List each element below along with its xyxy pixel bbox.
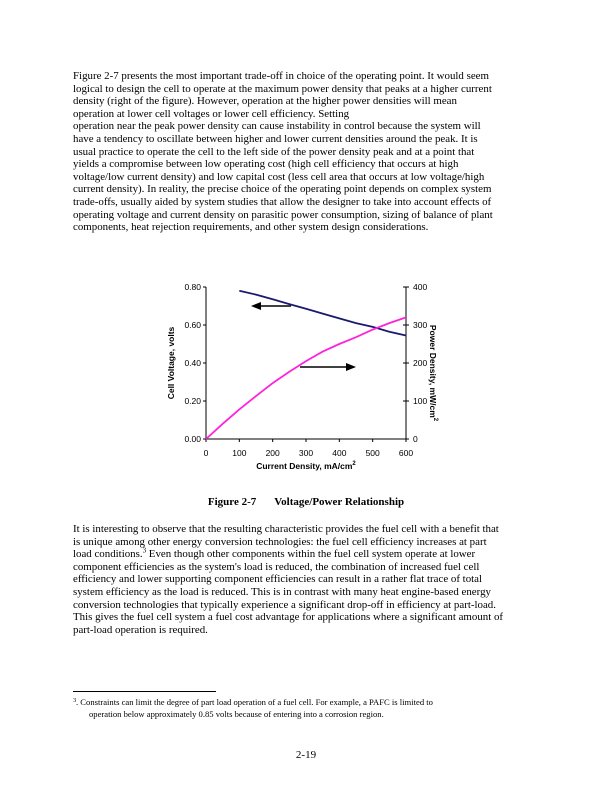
y2-tick-label: 300: [413, 320, 428, 330]
text-line: components, heat rejection requirements, and other system design considerations.: [73, 221, 429, 234]
x-axis-title: Current Density, $mA/cm^2$: [256, 461, 356, 471]
x-tick-label: 400: [332, 448, 347, 458]
text-line: This gives the fuel cell system a fuel cost advantage for applications where a significant amount of: [73, 611, 504, 624]
text-run: load conditions.: [73, 548, 143, 561]
y-tick-label: 0.00: [184, 434, 201, 444]
y-tick-label: 0.80: [184, 282, 201, 292]
y2-tick-label: 100: [413, 396, 428, 406]
footnote-mark: 3: [73, 697, 77, 704]
text-line: operation near the peak power density can cause instability in control because the system will: [73, 120, 481, 133]
text-line: yields a compromise between low operating cost (high cell efficiency that occurs at high: [73, 158, 459, 171]
footnote-line: . Constraints can limit the degree of part load operation of a fuel cell. For example, a PAFC is limited to: [76, 697, 433, 707]
y2-axis-title: Power Density, $mW/cm^2$: [428, 324, 438, 422]
text-line: [73, 548, 541, 561]
voltage-power-chart: [160, 270, 460, 495]
text-line: voltage/low current density) and low capital cost (less cell area that occurs at low voltage/high: [73, 170, 485, 183]
y-tick-label: 0.20: [184, 396, 201, 406]
text-line: conversion technologies that typically experience a significant drop-off in efficiency at part-load.: [73, 598, 496, 611]
text-line: operating voltage and current density on parasitic power consumption, sizing of balance of plant: [73, 208, 493, 221]
text-line: operation at lower cell voltages or lower cell efficiency. Setting: [73, 107, 350, 120]
text-line: current density). In reality, the precise choice of the operating point depends on complex system: [73, 183, 492, 196]
figure-title: Voltage/Power Relationship: [274, 496, 405, 508]
y2-tick-label: 200: [413, 358, 428, 368]
text-line: usual practice to operate the cell to the left side of the power density peak and at a point that: [73, 145, 475, 158]
power-density-line: [206, 317, 406, 439]
y-tick-label: 0.60: [184, 320, 201, 330]
text-line: efficiency and lower supporting component efficiencies can result in a rather flat trace of total: [73, 573, 483, 586]
body-paragraph-2: [73, 523, 541, 636]
footnote-reference[interactable]: 3: [142, 546, 147, 555]
text-line: trade-offs, usually aided by system studies that allow the designer to take into account effects of: [73, 195, 492, 208]
left-arrow-head: [251, 302, 261, 310]
text-line: It is interesting to observe that the resulting characteristic provides the fuel cell with a benefit that: [73, 523, 499, 535]
cell-voltage-line: [239, 291, 406, 336]
text-line: Figure 2-7 presents the most important trade-off in choice of the operating point. It would seem: [73, 70, 489, 82]
text-run: Even though other components within the fuel cell system operate at lower: [146, 548, 476, 561]
text-line: is unique among other energy conversion technologies: the fuel cell efficiency increases at part: [73, 535, 487, 548]
right-arrow-head: [346, 363, 356, 371]
footnote: [73, 697, 543, 720]
figure-caption: [0, 496, 612, 508]
figure-number: Figure 2-7: [207, 496, 257, 508]
x-tick-label: 200: [265, 448, 280, 458]
x-tick-label: 0: [203, 448, 209, 458]
text-line: have a tendency to oscillate between higher and lower current densities around the peak. It is: [73, 132, 478, 145]
x-tick-label: 500: [365, 448, 380, 458]
x-tick-label: 300: [298, 448, 314, 458]
footnote-divider: [73, 691, 216, 692]
text-line: density (right of the figure). However, operation at the higher power densities will mean: [73, 95, 457, 108]
text-line: part-load operation is required.: [73, 623, 208, 636]
x-tick-label: 100: [232, 448, 247, 458]
text-line: system efficiency as the load is reduced. This is in contrast with many heat engine-based energy: [73, 585, 491, 598]
y-axis-title: Cell Voltage, volts: [166, 326, 176, 400]
y-tick-label: 0.40: [184, 358, 201, 368]
page-number: 2-19: [295, 749, 317, 761]
footnote-line: operation below approximately 0.85 volts because of entering into a corrosion region.: [89, 708, 384, 719]
text-line: logical to design the cell to operate at the maximum power density that peaks at a higher current: [73, 82, 492, 95]
text-line: component efficiencies as the system's load is reduced, the combination of increased fuel cell: [73, 560, 480, 573]
x-tick-label: 600: [398, 448, 414, 458]
y2-tick-label: 400: [413, 282, 428, 292]
y2-tick-label: 0: [413, 434, 418, 444]
body-paragraph-1: [73, 70, 541, 234]
